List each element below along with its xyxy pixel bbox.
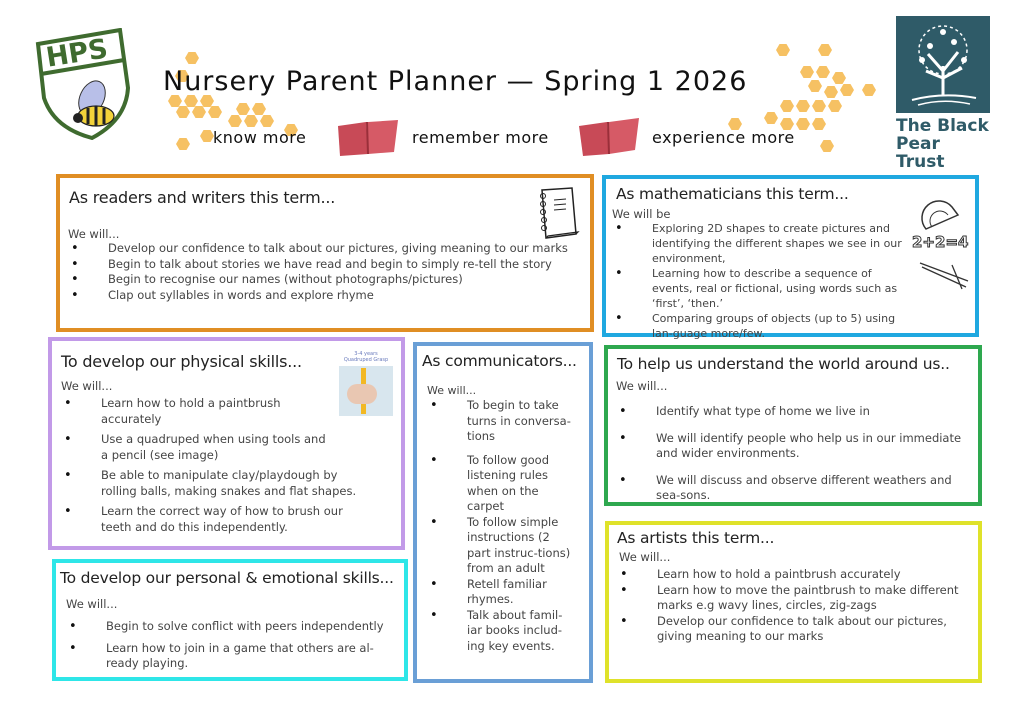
school-logo bbox=[34, 28, 132, 140]
list-item: • Talk about famil-iar books includ-ing key events. bbox=[427, 608, 572, 655]
personal-emotional-box bbox=[52, 559, 408, 681]
list-item: • Be able to manipulate clay/playdough by rolling balls, making snakes and flat shapes. bbox=[61, 468, 366, 499]
math-tools-icon bbox=[912, 197, 974, 293]
pencil-grip-photo bbox=[339, 366, 393, 416]
image-caption: Quadruped Grasp bbox=[343, 357, 389, 363]
list-item: • Begin to solve conflict with peers independently bbox=[66, 619, 386, 635]
box-intro: We will... bbox=[619, 550, 671, 564]
maths-list bbox=[612, 221, 912, 341]
list-item: • Begin to talk about stories we have read and begin to simply re-tell the story bbox=[68, 257, 588, 273]
list-item: • Learn how to hold a paintbrush accurately bbox=[617, 567, 967, 583]
trust-name-line2: Pear Trust bbox=[896, 134, 945, 172]
readers-list bbox=[68, 241, 588, 303]
list-item: • Identify what type of home we live in bbox=[616, 404, 966, 420]
box-title: To develop our physical skills... bbox=[61, 352, 302, 371]
world-list bbox=[616, 404, 966, 504]
box-title: As communicators... bbox=[422, 352, 577, 370]
artists-box bbox=[605, 521, 982, 683]
artists-list bbox=[617, 567, 967, 645]
communicators-box bbox=[413, 342, 593, 683]
list-item: • Exploring 2D shapes to create pictures and identifying the different shapes we see in our environment, bbox=[612, 221, 912, 266]
box-intro: We will be bbox=[612, 207, 671, 221]
list-item: • Learn how to join in a game that others are al-ready playing. bbox=[66, 641, 386, 672]
list-item: • Retell familiar rhymes. bbox=[427, 577, 572, 608]
list-item: • Clap out syllables in words and explore rhyme bbox=[68, 288, 588, 304]
list-item: • To follow simple instructions (2 part instruc-tions) from an adult bbox=[427, 515, 572, 577]
notebook-icon bbox=[534, 186, 580, 240]
tagline-remember-more: remember more bbox=[412, 128, 549, 147]
list-item: • Comparing groups of objects (up to 5) using lan-guage more/few. bbox=[612, 311, 912, 341]
box-title: To help us understand the world around us.. bbox=[617, 355, 950, 373]
box-intro: We will... bbox=[68, 227, 120, 241]
physical-list bbox=[61, 396, 366, 535]
tagline-experience-more: experience more bbox=[652, 128, 795, 147]
box-title: As artists this term... bbox=[617, 529, 775, 547]
box-intro: We will... bbox=[61, 379, 113, 393]
box-intro: We will... bbox=[66, 597, 118, 611]
box-title: As mathematicians this term... bbox=[616, 185, 849, 203]
tagline-know-more: know more bbox=[213, 128, 307, 147]
list-item: • We will discuss and observe different weathers and sea-sons. bbox=[616, 473, 966, 504]
list-item: • We will identify people who help us in our immediate and wider environments. bbox=[616, 431, 966, 462]
box-intro: We will... bbox=[427, 384, 477, 397]
list-item: • Develop our confidence to talk about our pictures, giving meaning to our marks bbox=[617, 614, 967, 645]
box-title: As readers and writers this term... bbox=[69, 188, 336, 207]
equation-text: 2+2=4 bbox=[912, 233, 969, 251]
communicators-list bbox=[427, 398, 572, 654]
list-item: • To begin to take turns in conversa-tions bbox=[427, 398, 572, 445]
list-item: • Learn the correct way of how to brush our teeth and do this independently. bbox=[61, 504, 366, 535]
understanding-world-box bbox=[604, 345, 982, 506]
box-title: To develop our personal & emotional skills... bbox=[60, 569, 394, 587]
list-item: • Develop our confidence to talk about our pictures, giving meaning to our marks bbox=[68, 241, 588, 257]
trust-name-line1: The Black bbox=[896, 116, 989, 136]
book-icon bbox=[336, 118, 400, 158]
list-item: • Begin to recognise our names (without photographs/pictures) bbox=[68, 272, 588, 288]
personal-list bbox=[66, 619, 386, 672]
page-title: Nursery Parent Planner — Spring 1 2026 bbox=[163, 66, 748, 97]
box-intro: We will... bbox=[616, 379, 668, 393]
list-item: • Learn how to move the paintbrush to make different marks e.g wavy lines, circles, zig-zags bbox=[617, 583, 967, 614]
school-logo-text: HPS bbox=[43, 33, 110, 74]
quadruped-grasp-image bbox=[336, 351, 396, 431]
list-item: • To follow good listening rules when on the carpet bbox=[427, 453, 572, 515]
book-icon bbox=[575, 116, 641, 158]
trust-logo bbox=[896, 16, 990, 172]
physical-skills-box bbox=[48, 337, 405, 550]
list-item: • Learning how to describe a sequence of events, real or fictional, using words such as ‘first’, ‘then.’ bbox=[612, 266, 912, 311]
list-item: • Use a quadruped when using tools and a pencil (see image) bbox=[61, 432, 331, 463]
list-item: • Learn how to hold a paintbrush accurately bbox=[61, 396, 361, 427]
readers-writers-box bbox=[56, 174, 594, 332]
tree-icon bbox=[896, 16, 990, 113]
mathematicians-box bbox=[602, 175, 979, 340]
image-caption: 3-4 years bbox=[354, 351, 378, 357]
